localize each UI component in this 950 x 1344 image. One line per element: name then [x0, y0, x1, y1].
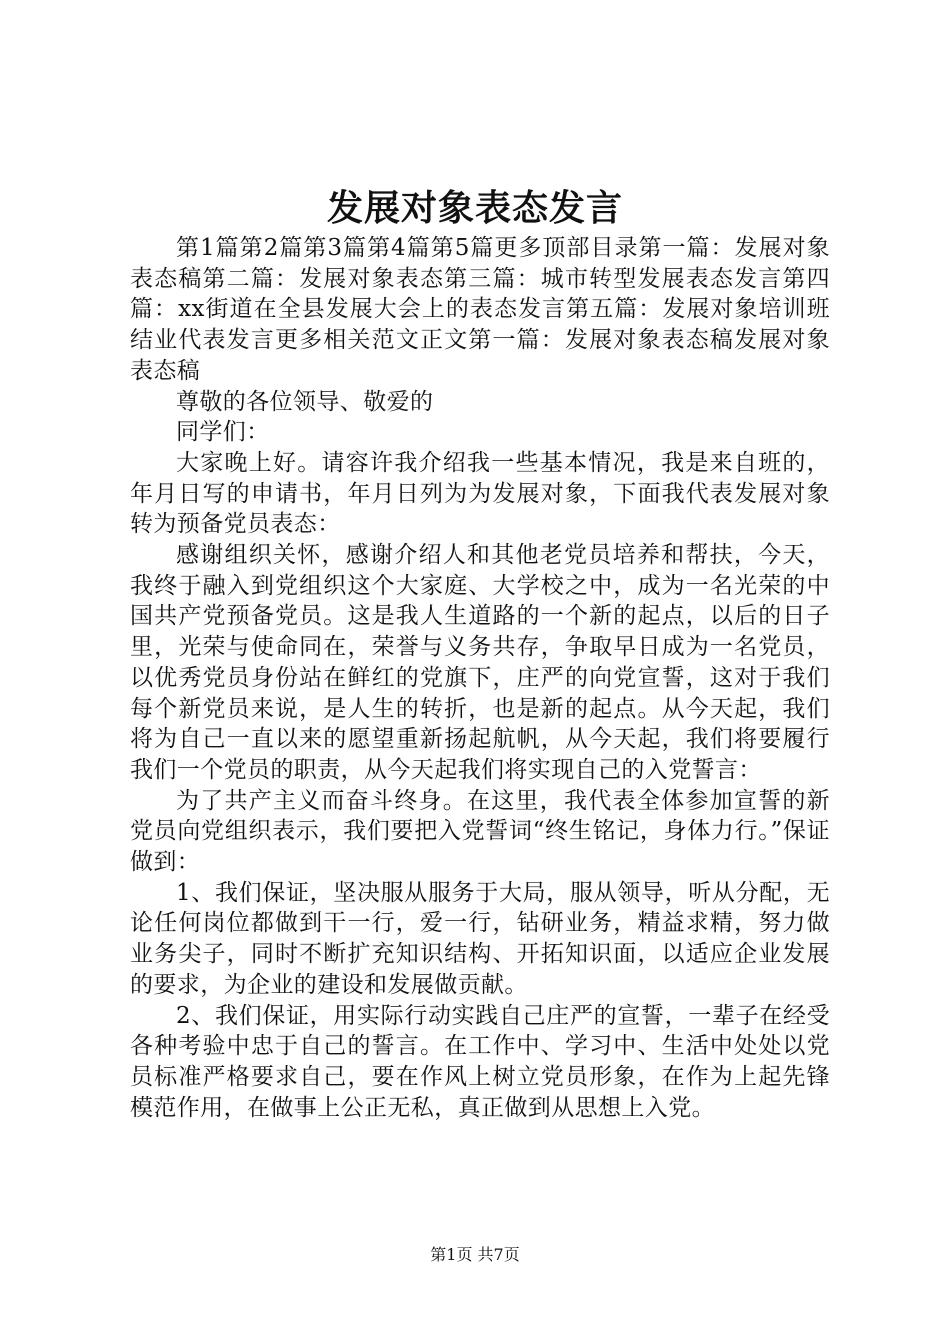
paragraph-pledge-1: 1、我们保证，坚决服从服务于大局，服从领导，听从分配，无论任何岗位都做到干一行，爱一行，钻研业务，精益求精，努力做业务尖子，同时不断扩充知识结构、开拓知识面，以适应企业发展的要求，为企业的建设和发展做贡献。: [130, 879, 830, 998]
paragraph-introduction: 大家晚上好。请容许我介绍我一些基本情况，我是来自班的，年月日写的申请书，年月日列为为发展对象，下面我代表发展对象转为预备党员表态：: [130, 449, 830, 538]
paragraph-oath: 为了共产主义而奋斗终身。在这里，我代表全体参加宣誓的新党员向党组织表示，我们要把入党誓词“终生铭记，身体力行。”保证做到：: [130, 787, 830, 876]
document-title: 发展对象表态发言: [326, 187, 623, 229]
paragraph-table-of-contents: 第1篇第2篇第3篇第4篇第5篇更多顶部目录第一篇：发展对象表态稿第二篇：发展对象表态第三篇：城市转型发展表态发言第四篇：xx街道在全县发展大会上的表态发言第五篇：发展对象培训班结业代表发言更多相关范文正文第一篇：发展对象表态稿发展对象表态稿: [130, 235, 830, 384]
paragraph-salutation-continued: 同学们：: [176, 419, 270, 446]
paragraph-salutation: 尊敬的各位领导、敬爱的: [176, 388, 434, 415]
paragraph-pledge-2: 2、我们保证，用实际行动实践自己庄严的宣誓，一辈子在经受各种考验中忠于自己的誓言。在工作中、学习中、生活中处处以党员标准严格要求自己，要在作风上树立党员形象，在作为上起先锋模范作用，在做事上公正无私，真正做到从思想上入党。: [130, 1002, 830, 1121]
page-number-footer: 第1页 共7页: [430, 1245, 520, 1264]
document-body: [130, 233, 830, 1123]
paragraph-gratitude: 感谢组织关怀，感谢介绍人和其他老党员培养和帮扶，今天，我终于融入到党组织这个大家庭、大学校之中，成为一名光荣的中国共产党预备党员。这是我人生道路的一个新的起点，以后的日子里，光荣与使命同在，荣誉与义务共存，争取早日成为一名党员，以优秀党员身份站在鲜红的党旗下，庄严的向党宣誓，这对于我们每个新党员来说，是人生的转折，也是新的起点。从今天起，我们将为自己一直以来的愿望重新扬起航帆，从今天起，我们将要履行我们一个党员的职责，从今天起我们将实现自己的入党誓言：: [130, 542, 830, 783]
